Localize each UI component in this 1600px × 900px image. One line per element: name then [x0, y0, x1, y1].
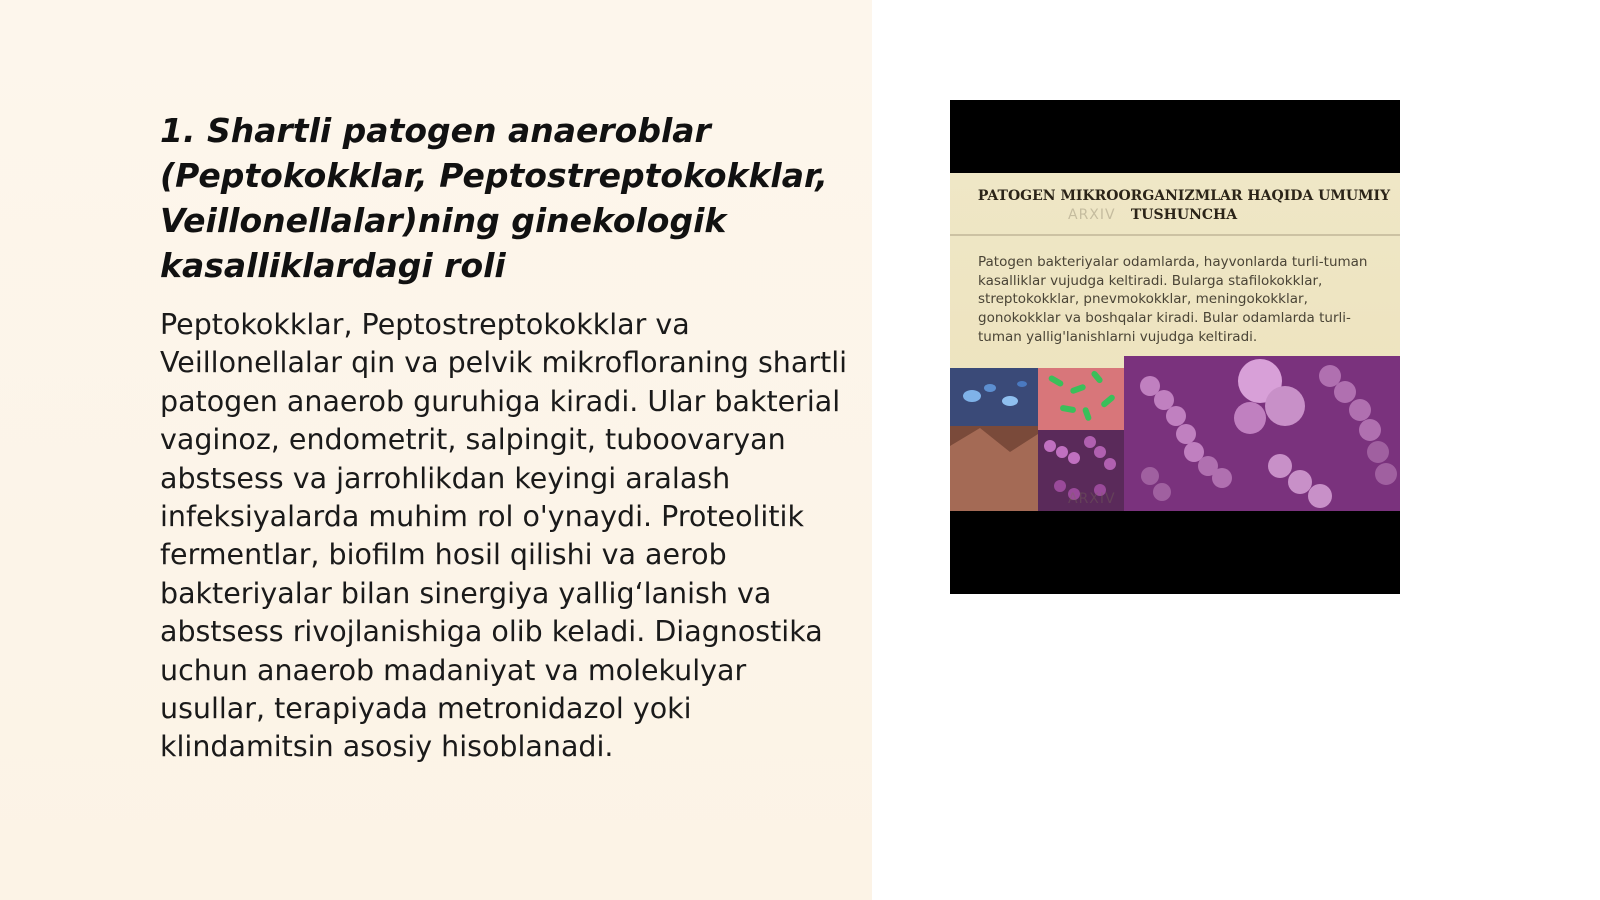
slide-title: 1. Shartli patogen anaeroblar (Peptokokklar, Peptostreptokokklar, Veillonellalar)ning ginekologik kasalliklardagi roli: [160, 111, 828, 285]
illustration-divider: [950, 234, 1400, 236]
microbe-images: [950, 356, 1400, 511]
illustration-text: Patogen bakteriyalar odamlarda, hayvonlarda turli-tuman kasalliklar vujudga keltiradi. Bularga stafilokokklar, streptokokklar, pnevmokokklar, meningokokklar, gonokokklar va boshqalar kiradi. Bular odamlarda turli-tuman yallig'lanishlarni vujudga keltiradi.: [978, 254, 1368, 345]
microbe-panel-blue: [950, 368, 1038, 511]
slide-body-text: Peptokokklar, Peptostreptokokklar va Veillonellalar qin va pelvik mikrofloraning shartli patogen anaerob guruhiga kiradi. Ular bakterial vaginoz, endometrit, salpingit, tuboovaryan abstsess va jarrohlikdan keyingi aralash infeksiyalarda muhim rol o'ynaydi. Proteolitik fermentlar, biofilm hosil qilishi va aerob bakteriyalar bilan sinergiya yallig‘lanish va abstsess rivojlanishiga olib keladi. Diagnostika uchun anaerob madaniyat va molekulyar usullar, terapiyada metronidazol yoki klindamitsin asosiy hisoblanadi.: [160, 308, 848, 764]
illustration-title: PATOGEN MIKROORGANIZMLAR HAQIDA UMUMIY TUSHUNCHA: [977, 188, 1391, 223]
watermark-text: ARXIV: [1068, 207, 1116, 223]
microbe-panel-green: [1038, 368, 1124, 430]
illustration-slide: [950, 173, 1400, 511]
microbe-panel-purple-large: [1124, 356, 1400, 511]
bacteria-illustration: [950, 100, 1400, 594]
watermark-text-bottom: ARXIV: [1068, 491, 1116, 507]
